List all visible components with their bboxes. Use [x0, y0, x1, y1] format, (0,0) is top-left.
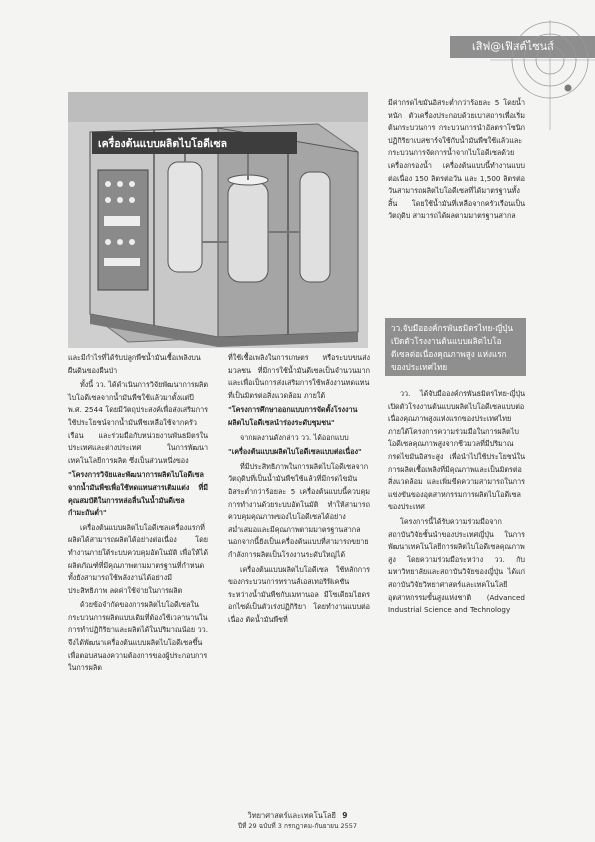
journal-name: วิทยาศาสตร์และเทคโนโลยี — [247, 811, 336, 820]
page-number: 9 — [342, 811, 348, 820]
paragraph: มีค่ากรดไขมันอิสระต่ำกว่าร้อยละ 5 โดยน้ำหนัก ตัวเครื่องประกอบด้วยเบาสถารเพื่อเริ่มต้นกระบวนการ กระบวนการนำอัลตราโซนิก ปฏิกิริยาเบสชาร์จใช้กับน้ำมันพืชใช้แล้วและกระบวนการจัดการน้ำจากไบโอดีเซลด้วยเครื่องกรองน้ำ เครื่องต้นแบบนี้ทำงานแบบต่อเนื่อง 150 ลิตรต่อวัน และ 1,500 ลิตรต่อวันสามารถผลิตไบโอดีเซลที่ได้มาตรฐานทั้งสิ้น โดยใช้น้ำมันที่เหลือจากครัวเรือนเป็นวัตถุดิบ สามารถได้ผลตามมาตรฐานสากล — [388, 98, 525, 221]
right-top-column — [388, 97, 525, 225]
paragraph: จากผลงานดังกล่าว วว. ได้ออกแบบ — [240, 432, 349, 442]
callout-text: วว.จับมือองค์กรพันธมิตรไทย-ญี่ปุ่น เปิดตัวโรงงานต้นแบบผลิตไบโอดีเซลต่อเนื่องคุณภาพสูง แห่งแรกของประเทศไทย — [391, 323, 513, 372]
paragraph: เครื่องต้นแบบผลิตไบโอดีเซล ใช้หลักการของกระบวนการทรานส์เอสเทอริฟิเคชันระหว่างน้ำมันพืชกับเมทานอล มีโซเดียมไฮดรอกไซด์เป็นตัวเร่งปฏิกิริยา โดยทำงานแบบต่อเนื่อง ตัดน้ำมันพืชที่ — [228, 564, 370, 624]
highlight-callout — [385, 318, 526, 376]
left-column — [68, 352, 208, 677]
issue-info: ปีที่ 29 ฉบับที่ 3 กรกฎาคม-กันยายน 2557 — [237, 822, 358, 830]
paragraph: ทั้งนี้ วว. ได้ดำเนินการวิจัยพัฒนาการผลิตไบโอดีเซลจากน้ำมันพืชใช้แล้วมาตั้งแต่ปี พ.ศ. 2544 โดยมีวัตถุประสงค์เพื่อส่งเสริมการใช้ประโยชน์จากน้ำมันพืชเหลือใช้จากครัวเรือน และร่วมมือกับหน่วยงานพันธมิตรในประเทศและต่างประเทศ ในการพัฒนาเทคโนโลยีการผลิต ซึ่งเป็นส่วนหนึ่งของ — [68, 380, 208, 465]
page-footer — [0, 810, 595, 832]
paragraph: ที่มีประสิทธิภาพในการผลิตไบโอดีเซลจากวัตถุดิบที่เป็นน้ำมันพืชใช้แล้วที่มีกรดไขมันอิสระต่ำกว่าร้อยละ 5 เครื่องต้นแบบนี้ควบคุมการทำงานด้วยระบบอัตโนมัติ ทำให้สามารถควบคุมคุณภาพของไบโอดีเซลได้อย่างสม่ำเสมอและมีคุณภาพตามมาตรฐานสากล นอกจากนี้ยังเป็นเครื่องต้นแบบที่สามารถขยายกำลังการผลิตเป็นโรงงานระดับใหญ่ได้ — [228, 461, 370, 559]
paragraph: โครงการนี้ได้รับความร่วมมือจากสถาบันวิจัยชั้นนำของประเทศญี่ปุ่น ในการพัฒนาเทคโนโลยีการผลิตไบโอดีเซลคุณภาพสูง โดยความร่วมมือระหว่าง วว. กับมหาวิทยาลัยและสถาบันวิจัยของญี่ปุ่น ได้แก่ สถาบันวิจัยวิทยาศาสตร์และเทคโนโลยีอุตสาหกรรมขั้นสูงแห่งชาติ (Advanced Industrial Science and Technology — [388, 516, 525, 615]
paragraph: และมีกำไรที่ได้รับปลูกพืชน้ำมันเชื้อเพลิงบนผืนดินของผืนป่า — [68, 353, 201, 375]
paragraph: "เครื่องต้นแบบผลิตไบโอดีเซลแบบต่อเนื่อง" — [228, 447, 362, 457]
paragraph: ด้วยข้อจำกัดของการผลิตไบโอดีเซลในกระบวนการผลิตแบบเดิมที่ต้องใช้เวลานานในการทำปฏิกิริยาและผลิตได้ในปริมาณน้อย วว. จึงได้พัฒนาเครื่องต้นแบบผลิตไบโอดีเซลขึ้น เพื่อตอบสนองความต้องการของผู้ประกอบการในการผลิต — [68, 600, 208, 673]
paragraph: วว. ได้จับมือองค์กรพันธมิตรไทย-ญี่ปุ่น เปิดตัวโรงงานต้นแบบผลิตไบโอดีเซลแบบต่อเนื่องคุณภาพสูงแห่งแรกของประเทศไทย ภายใต้โครงการความร่วมมือในการผลิตไบโอดีเซลคุณภาพสูงจากชีวมวลที่มีปริมาณกรดไขมันอิสระสูง เพื่อนำไปใช้ประโยชน์ในการผลิตเชื้อเพลิงที่มีคุณภาพและเป็นมิตรต่อสิ่งแวดล้อม และเพิ่มขีดความสามารถในการแข่งขันของอุตสาหกรรมการผลิตไบโอดีเซลของประเทศ — [388, 389, 525, 512]
biodiesel-machine-photo — [68, 92, 368, 348]
machine-illustration — [68, 92, 368, 348]
paragraph: ที่ใช้เชื้อเพลิงในการเกษตร หรือระบบขนส่งมวลชน ที่มีการใช้น้ำมันดีเซลเป็นจำนวนมาก และเพื่อเป็นการส่งเสริมการใช้พลังงานทดแทนที่เป็นมิตรต่อสิ่งแวดล้อม ภายใต้ — [228, 353, 370, 400]
right-bottom-column — [388, 388, 525, 619]
paragraph: "โครงการวิจัยและพัฒนาการผลิตไบโอดีเซลจากน้ำมันพืชเพื่อใช้ทดแทนสารเติมแต่ง ที่มีคุณสมบัติในการหล่อลื่นในน้ำมันดีเซลกำมะถันต่ำ" — [68, 470, 208, 518]
machine-banner-text: เครื่องต้นแบบผลิตไบโอดีเซล — [98, 138, 228, 150]
paragraph: เครื่องต้นแบบผลิตไบโอดีเซลเครื่องแรกที่ผลิตได้สามารถผลิตได้อย่างต่อเนื่อง โดยทำงานภายใต้ระบบควบคุมอัตโนมัติ เพื่อให้ได้ผลิตภัณฑ์ที่มีคุณภาพตามมาตรฐานที่กำหนด ทั้งยังสามารถใช้พลังงานได้อย่างมีประสิทธิภาพ ลดค่าใช้จ่ายในการผลิต — [68, 522, 208, 595]
section-title: เสิฟ@เฟิสต์ไซนส์ — [472, 40, 554, 53]
middle-column — [228, 352, 370, 628]
paragraph: "โครงการศึกษาออกแบบการจัดตั้งโรงงานผลิตไบโอดีเซลนำร่องระดับชุมชน" — [228, 405, 358, 427]
